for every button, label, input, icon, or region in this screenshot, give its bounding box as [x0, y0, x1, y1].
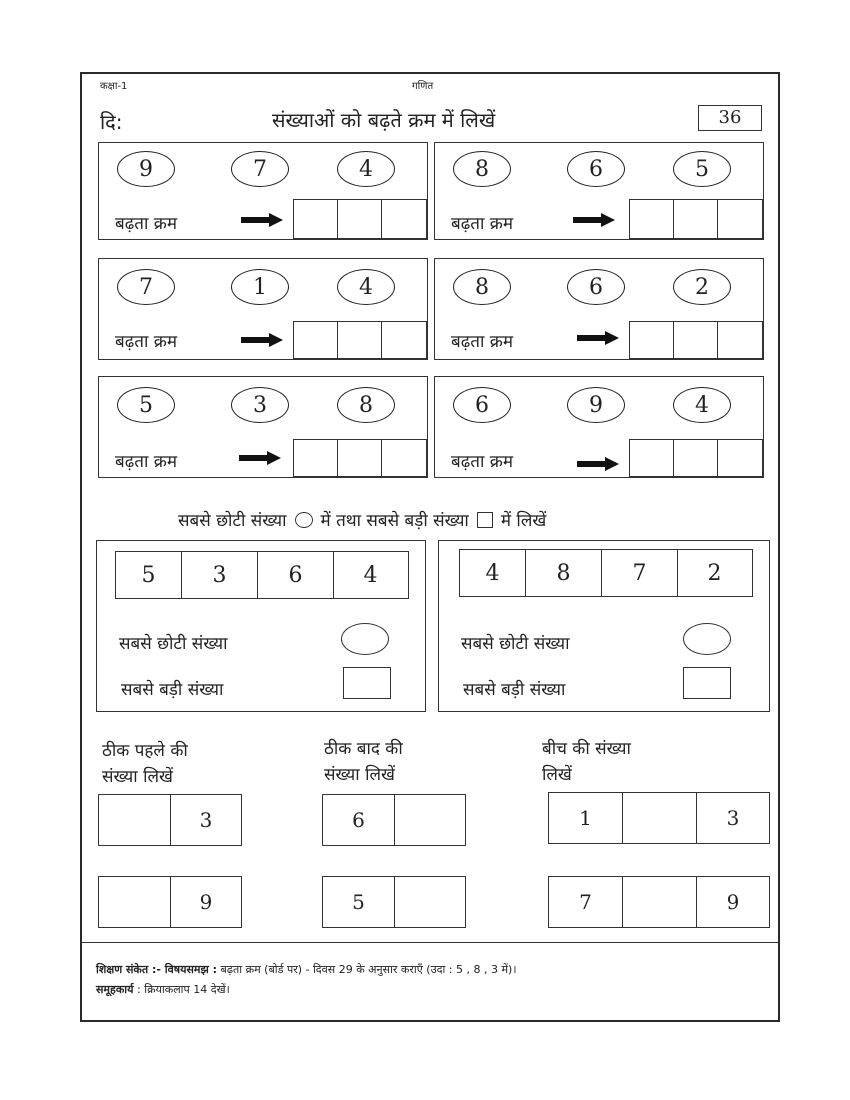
before-pair-2 — [98, 876, 242, 928]
answer-cell[interactable] — [395, 795, 465, 845]
before-title — [102, 738, 188, 790]
largest-answer-box[interactable] — [683, 667, 731, 699]
smallest-label: सबसे छोटी संख्या — [119, 634, 228, 654]
between-title — [542, 736, 631, 788]
min-max-instruction — [178, 508, 546, 531]
given-number-cell: 9 — [199, 890, 213, 914]
between-triple-2 — [548, 876, 770, 928]
min-max-panel-2 — [438, 540, 770, 712]
smallest-answer-circle[interactable] — [341, 623, 389, 655]
answer-cell[interactable] — [623, 793, 697, 843]
after-title — [324, 736, 403, 788]
number-oval: 7 — [231, 151, 289, 187]
teaching-note — [96, 962, 517, 977]
subject-label: गणित — [412, 81, 434, 92]
right-arrow-icon — [241, 333, 283, 347]
date-label: दि: — [100, 110, 123, 134]
number-cell: 5 — [116, 552, 182, 598]
answer-cell[interactable] — [623, 877, 697, 927]
ascending-panel-3 — [98, 258, 428, 360]
answer-cell[interactable] — [395, 877, 465, 927]
square-symbol-icon — [477, 512, 493, 528]
ascending-label: बढ़ता क्रम — [115, 332, 177, 352]
answer-cell[interactable] — [99, 877, 171, 927]
before-title-line: ठीक पहले की — [102, 741, 188, 761]
number-oval: 9 — [567, 387, 625, 423]
largest-answer-box[interactable] — [343, 667, 391, 699]
number-oval: 6 — [453, 387, 511, 423]
number-cell: 8 — [526, 550, 602, 596]
number-oval: 4 — [337, 151, 395, 187]
number-row — [115, 551, 409, 599]
right-arrow-icon — [573, 213, 615, 227]
ascending-panel-4 — [434, 258, 764, 360]
ascending-panel-2 — [434, 142, 764, 240]
number-oval: 4 — [673, 387, 731, 423]
number-cell: 4 — [460, 550, 526, 596]
ascending-label: बढ़ता क्रम — [115, 214, 177, 234]
worksheet-page — [80, 72, 780, 1022]
answer-cells[interactable] — [293, 199, 427, 239]
number-cell: 3 — [182, 552, 258, 598]
page-title: संख्याओं को बढ़ते क्रम में लिखें — [272, 108, 496, 132]
given-number-cell: 1 — [549, 793, 623, 843]
number-oval: 8 — [453, 269, 511, 305]
right-arrow-icon — [241, 213, 283, 227]
between-title-line: बीच की संख्या — [542, 739, 631, 759]
number-oval: 1 — [231, 269, 289, 305]
largest-label: सबसे बड़ी संख्या — [121, 680, 224, 700]
number-oval: 6 — [567, 151, 625, 187]
answer-cells[interactable] — [293, 321, 427, 359]
given-number-cell: 3 — [726, 806, 740, 830]
ascending-label: बढ़ता क्रम — [115, 452, 177, 472]
given-number-cell: 9 — [726, 890, 740, 914]
instruction-text: में लिखें — [500, 511, 547, 531]
number-oval: 8 — [453, 151, 511, 187]
group-work-text: : क्रियाकलाप 14 देखें। — [137, 983, 230, 996]
page-number: 36 — [698, 105, 762, 131]
teaching-note-label: शिक्षण संकेत :- विषयसमझ : — [96, 963, 218, 976]
circle-symbol-icon — [295, 512, 313, 528]
given-number-cell: 7 — [549, 877, 623, 927]
given-number-cell: 5 — [323, 877, 395, 927]
before-pair-1 — [98, 794, 242, 846]
number-oval: 4 — [337, 269, 395, 305]
ascending-panel-6 — [434, 376, 764, 478]
teaching-note-text: बढ़ता क्रम (बोर्ड पर) - दिवस 29 के अनुसार कराएँ (उदा : 5 , 8 , 3 में)। — [220, 963, 517, 976]
after-pair-2 — [322, 876, 466, 928]
given-number-cell: 6 — [323, 795, 395, 845]
right-arrow-icon — [577, 457, 619, 471]
between-triple-1 — [548, 792, 770, 844]
right-arrow-icon — [239, 451, 281, 465]
ascending-panel-5 — [98, 376, 428, 478]
after-pair-1 — [322, 794, 466, 846]
number-oval: 5 — [673, 151, 731, 187]
number-oval: 6 — [567, 269, 625, 305]
instruction-text: में तथा सबसे बड़ी संख्या — [320, 511, 469, 531]
right-arrow-icon — [577, 331, 619, 345]
instruction-text: सबसे छोटी संख्या — [178, 511, 287, 531]
number-cell: 6 — [258, 552, 334, 598]
answer-cell[interactable] — [99, 795, 171, 845]
smallest-answer-circle[interactable] — [683, 623, 731, 655]
min-max-panel-1 — [96, 540, 426, 712]
ascending-label: बढ़ता क्रम — [451, 452, 513, 472]
answer-cells[interactable] — [293, 439, 427, 477]
number-oval: 3 — [231, 387, 289, 423]
number-oval: 2 — [673, 269, 731, 305]
group-work-label: समूहकार्य — [96, 983, 134, 996]
after-title-line: ठीक बाद की — [324, 739, 403, 759]
number-oval: 9 — [117, 151, 175, 187]
group-work-note — [96, 982, 230, 997]
number-oval: 7 — [117, 269, 175, 305]
ascending-panel-1 — [98, 142, 428, 240]
ascending-label: बढ़ता क्रम — [451, 332, 513, 352]
answer-cells[interactable] — [629, 439, 763, 477]
number-cell: 4 — [363, 562, 378, 588]
answer-cells[interactable] — [629, 199, 763, 239]
number-cell: 7 — [602, 550, 678, 596]
ascending-label: बढ़ता क्रम — [451, 214, 513, 234]
class-label: कक्षा-1 — [100, 81, 128, 92]
given-number-cell: 3 — [199, 808, 213, 832]
number-oval: 8 — [337, 387, 395, 423]
number-cell: 2 — [707, 560, 722, 586]
smallest-label: सबसे छोटी संख्या — [461, 634, 570, 654]
number-oval: 5 — [117, 387, 175, 423]
answer-cells[interactable] — [629, 321, 763, 359]
number-row — [459, 549, 753, 597]
after-title-line: संख्या लिखें — [324, 765, 395, 785]
largest-label: सबसे बड़ी संख्या — [463, 680, 566, 700]
between-title-line: लिखें — [542, 765, 572, 785]
footer-divider — [82, 942, 778, 943]
before-title-line: संख्या लिखें — [102, 767, 173, 787]
